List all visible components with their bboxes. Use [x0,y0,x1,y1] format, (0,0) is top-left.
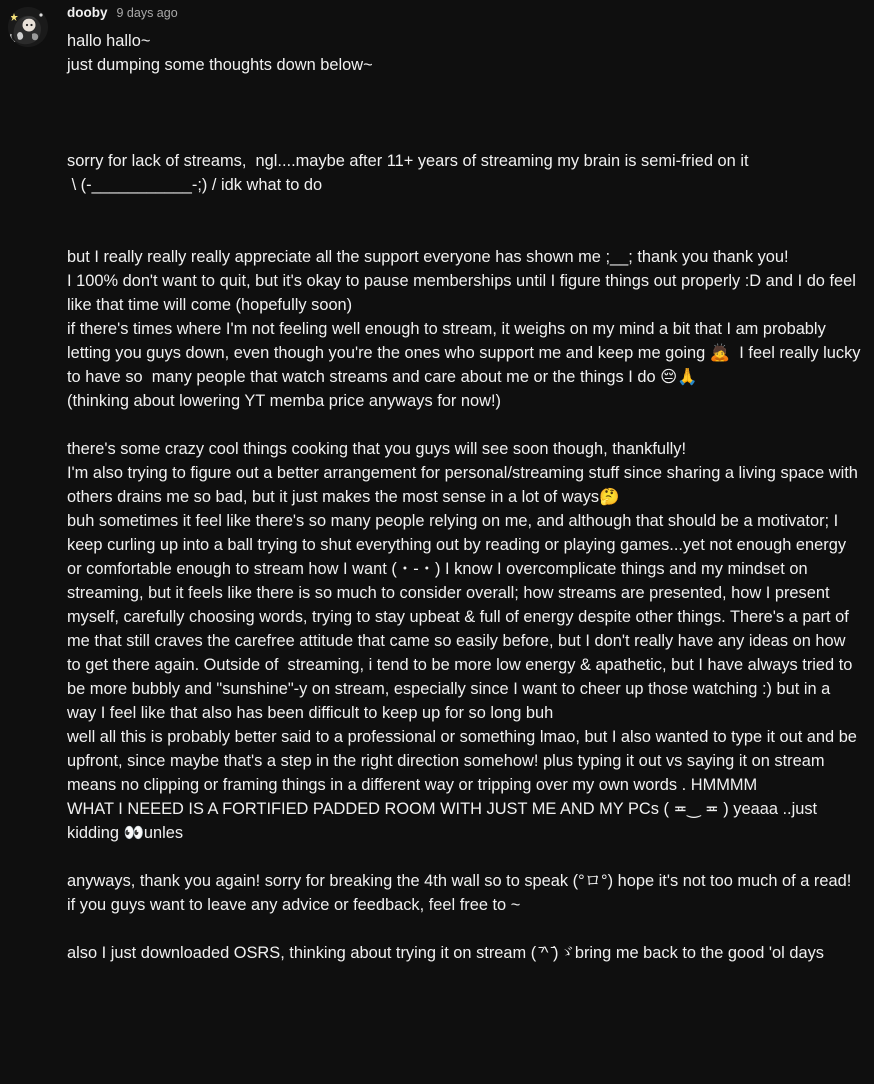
comment-text-line: I'm also trying to figure out a better arrangement for personal/streaming stuff since sharing a living space with others drains me so bad, but it just makes the most sense in a lot of ways🤔 [67,464,863,506]
comment-text-line: sorry for lack of streams, ngl....maybe after 11+ years of streaming my brain is semi-fried on it [67,152,749,170]
comment-text-line: \ (-___________-;) / idk what to do [67,176,323,194]
comment-text-line: if there's times where I'm not feeling well enough to stream, it weighs on my mind a bit that I am probably letting you guys down, even though you're the ones who support me and keep me going 🙇 I feel really lucky to have so many people that watch streams and care about me or the things I do 😔🙏 [67,320,866,386]
comment-text-line: anyways, thank you again! sorry for breaking the 4th wall so to speak (°ロ°) hope it's not too much of a read! [67,872,852,890]
comment-blank-line [67,125,863,149]
comment-text-line: but I really really really appreciate all the support everyone has shown me ;__; thank you thank you! [67,248,789,266]
comment-text-line: WHAT I NEEED IS A FORTIFIED PADDED ROOM WITH JUST ME AND MY PCs ( ≖‿ ≖ ) yeaaa ..just kidding 👀unles [67,800,822,842]
comment-blank-line [67,413,863,437]
comment-text-line: (thinking about lowering YT memba price anyways for now!) [67,392,501,410]
comment-blank-line [67,197,863,221]
comment-blank-line [67,845,863,869]
comment-blank-line [67,917,863,941]
author-avatar[interactable] [8,7,48,47]
comment-text-line: there's some crazy cool things cooking that you guys will see soon though, thankfully! [67,440,687,458]
comment-blank-line [67,77,863,101]
comment-text-line: buh sometimes it feel like there's so many people relying on me, and although that should be a motivator; I keep curling up into a ball trying to shut everything out by reading or playing games...yet not enough energy or comfortable enough to stream how I want (・-・) I know I overcomplicate things and my mindset on streaming, but it feels like there is so much to consider overall; how streams are presented, how I present myself, carefully choosing words, trying to stay upbeat & full of energy despite other things. There's a part of me that still craves the carefree attitude that came so easily before, but I don't really have any ideas on how to get there again. Outside of streaming, i tend to be more low energy & apathetic, but I have always tried to be more bubbly and "sunshine"-y on stream, especially since I want to cheer up those watching :) but in a way I feel like that also has been difficult to keep up for so long buh [67,512,857,722]
comment-text [67,29,866,965]
comment-blank-line [67,101,863,125]
comment-text-line: if you guys want to leave any advice or feedback, feel free to ~ [67,896,521,914]
comment-text-line: also I just downloaded OSRS, thinking about trying it on stream ( ̄^ ̄)ゞbring me back to the good 'ol days [67,944,824,962]
comment-text-line: just dumping some thoughts down below~ [67,56,373,74]
anime-character-avatar-icon [8,7,48,47]
comment-timestamp[interactable]: 9 days ago [116,6,178,20]
comment-blank-line [67,221,863,245]
comment-header [67,5,178,25]
comment-text-line: well all this is probably better said to a professional or something lmao, but I also wanted to type it out and be upfront, since maybe that's a step in the right direction somehow! plus typing it out vs saying it on stream means no clipping or framing things in a different way or tripping over my own words . HMMMM [67,728,862,794]
author-name[interactable]: dooby [67,5,108,20]
comment-text-line: I 100% don't want to quit, but it's okay to pause memberships until I figure things out properly :D and I do feel like that time will come (hopefully soon) [67,272,861,314]
comment-text-line: hallo hallo~ [67,32,151,50]
